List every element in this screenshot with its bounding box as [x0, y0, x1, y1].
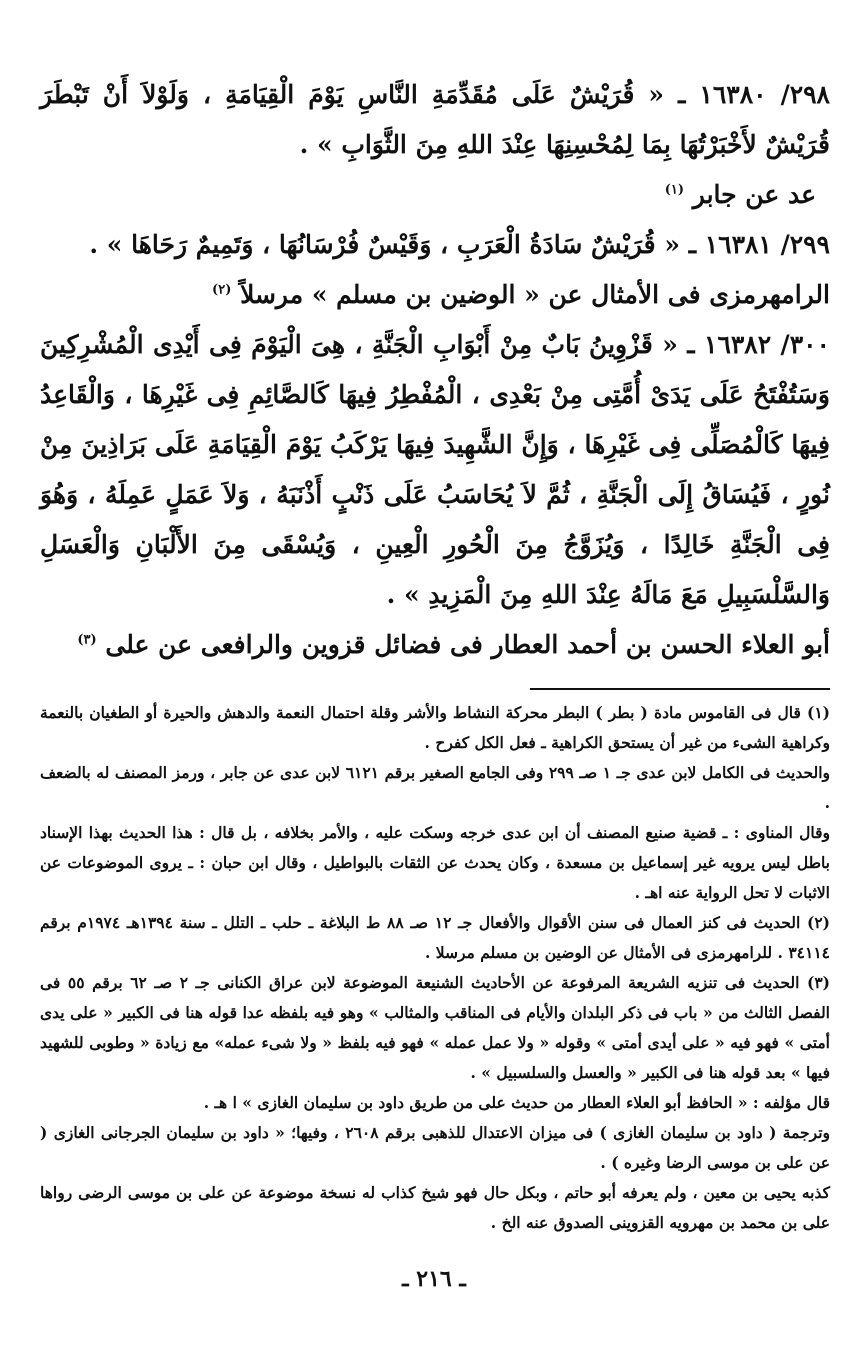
hadith-text: « قُرَيْشٌ عَلَى مُقَدِّمَةِ النَّاسِ يَوْمَ الْقِيَامَةِ ، وَلَوْلاَ أَنْ تَبْطَرَ قُرَيْشٌ لأَخْبَرْتُهَا بِمَا لِمُحْسِنِهَا عِنْدَ اللهِ مِنَ الثَّوَابِ » .: [40, 80, 830, 159]
hadith-number: ٢٩٨/ ١٦٣٨٠ ـ: [678, 80, 830, 109]
footnote-1-cont: والحديث فى الكامل لابن عدى جـ ١ صـ ٢٩٩ وفى الجامع الصغير برقم ٦١٢١ لابن عدى عن جابر ، ورمز المصنف له بالضعف .: [40, 763, 831, 812]
footnote-ref: (١): [664, 182, 685, 198]
footnote-ref: (٣): [77, 632, 97, 648]
hadith-source: الرامهرمزى فى الأمثال عن « الوضين بن مسلم » مرسلاً $^{(٢)}$: [212, 280, 830, 309]
hadith-source: أبو العلاء الحسن بن أحمد العطار فى فضائل قزوين والرافعى عن على $^{(٣)}$: [77, 630, 830, 659]
footnote-3: (٣) الحديث فى تنزيه الشريعة المرفوعة عن الأحاديث الشنيعة الموضوعة لابن عراق الكنانى جـ ٢ صـ ٦٢ برقم ٥٥ فى الفصل الثالث من « باب فى ذكر البلدان والأيام فى المناقب والمثالب » وهو فيه بلفظه عدا قوله هنا فى الكبير « على يدى أمتى » فهو فيه « على أيدى أمتى » وقوله « ولا عمل عمله » فهو فيه بلفظ « ولا شىء عمله» مع زيادة « وطوبى للشهيد فيها » بعد قوله هنا فى الكبير « والعسل والسلسبيل » .: [40, 973, 830, 1082]
footnote-3-cont: قال مؤلفه : « الحافظ أبو العلاء العطار من حديث على من طريق داود بن سليمان الغازى » ا هـ .: [203, 1093, 830, 1112]
hadith-source: عد عن جابر $^{(١)}$: [664, 180, 816, 209]
hadith-300: [40, 320, 830, 620]
hadith-text: « قُرَيْشٌ سَادَةُ الْعَرَبِ ، وَقَيْسٌ فُرْسَانُهَا ، وَتَمِيمٌ رَحَاهَا » .: [89, 230, 680, 259]
footnote-2: (٢) الحديث فى كنز العمال فى سنن الأقوال والأفعال جـ ١٢ صـ ٨٨ ط البلاغة ـ حلب ـ التلل ـ سنة ١٣٩٤هـ ١٩٧٤م برقم ٣٤١١٤ . للرامهرمزى فى الأمثال عن الوضين بن مسلم مرسلا .: [40, 913, 830, 962]
main-text: [40, 70, 830, 670]
footnote-ref: (٢): [212, 282, 232, 298]
hadith-text: « قَزْوِينُ بَابٌ مِنْ أَبْوَابِ الْجَنَّةِ ، هِىَ الْيَوْمَ فِى أَيْدِى الْمُشْرِكِينَ وَسَتُفْتَحُ عَلَى يَدَىْ أُمَّتِى مِنْ بَعْدِى ، الْمُفْطِرُ فِيهَا كَالصَّائِمِ فِى غَيْرِهَا ، وَالْقَاعِدُ فِيهَا كَالْمُصَلِّى فِى غَيْرِهَا ، وَإِنَّ الشَّهِيدَ فِيهَا يَرْكَبُ يَوْمَ الْقِيَامَةِ عَلَى بَرَاذِينَ مِنْ نُورٍ ، فَيُسَاقُ إِلَى الْجَنَّةِ ، ثُمَّ لاَ يُحَاسَبُ عَلَى ذَنْبٍ أَذْنَبَهُ ، وَلاَ عَمَلٍ عَمِلَهُ ، وَهُوَ فِى الْجَنَّةِ خَالِدًا ، وَيُزَوَّجُ مِنَ الْحُورِ الْعِينِ ، وَيُسْقَى مِنَ الأَلْبَانِ وَالْعَسَلِ وَالسَّلْسَبِيلِ مَعَ مَالَهُ عِنْدَ اللهِ مِنَ الْمَزِيدِ » .: [40, 330, 830, 609]
footnotes: [40, 698, 830, 1238]
hadith-number: ٣٠٠/ ١٦٣٨٢ ـ: [687, 330, 830, 359]
hadith-298: [40, 70, 830, 170]
footnote-divider: [530, 688, 830, 690]
page-body: [40, 70, 830, 1238]
footnote-1: (١) قال فى القاموس مادة ( بطر ) البطر محركة النشاط والأشر وقلة احتمال النعمة والدهش والحيرة أو الطغيان بالنعمة وكراهية الشىء من غير أن يستحق الكراهية ـ فعل الكل كفرح .: [40, 703, 830, 752]
hadith-299: [40, 220, 830, 270]
page-number: ـ ٢١٦ ـ: [402, 1266, 466, 1292]
hadith-number: ٢٩٩/ ١٦٣٨١ ـ: [688, 230, 830, 259]
footnote-1-cont: وقال المناوى : ـ قضية صنيع المصنف أن ابن عدى خرجه وسكت عليه ، والأمر بخلافه ، بل قال : هذا الحديث بهذا الإسناد باطل ليس يرويه غير إسماعيل بن مسعدة ، وكان يحدث عن الثقات بالبواطيل ، وقال ابن حبان : ـ يروى الموضوعات عن الاثبات لا تحل الرواية عنه اهـ .: [40, 823, 830, 902]
footnote-3-cont: وترجمة ( داود بن سليمان الغازى ) فى ميزان الاعتدال للذهبى برقم ٢٦٠٨ ، وفيها؛ « داود بن سليمان الجرجانى الغازى ( عن على بن موسى الرضا وغيره ) .: [40, 1123, 830, 1172]
footnote-3-cont: كذبه يحيى بن معين ، ولم يعرفه أبو حاتم ، وبكل حال فهو شيخ كذاب له نسخة موضوعة عن على بن موسى الرضى رواها على بن محمد بن مهرويه القزوينى الصدوق عنه الخ .: [40, 1183, 830, 1232]
